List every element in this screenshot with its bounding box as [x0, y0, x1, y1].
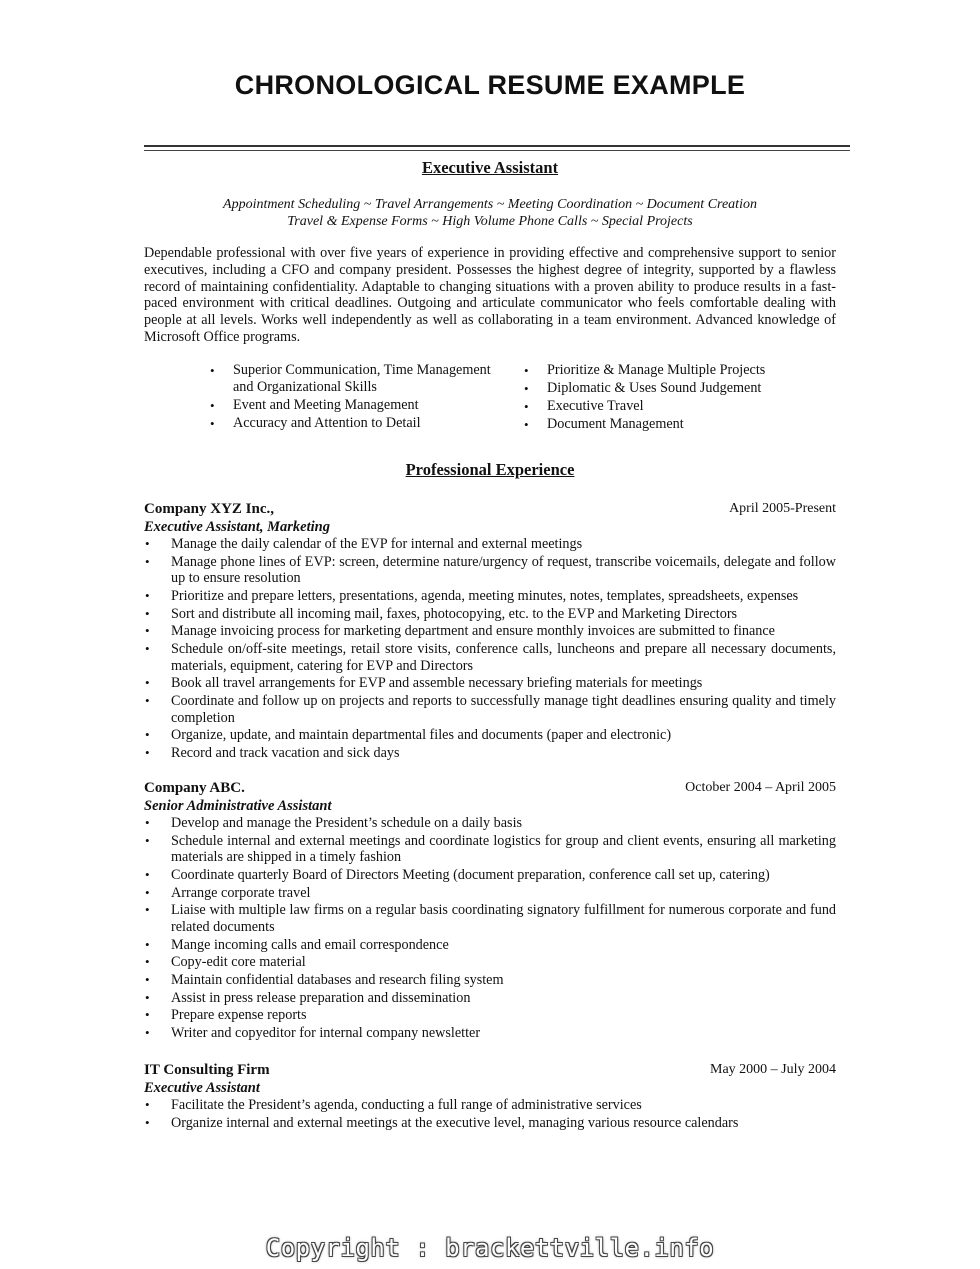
- duty-text: Organize, update, and maintain departmental files and documents (paper and electronic): [171, 727, 672, 744]
- duty-item: [144, 536, 836, 553]
- duty-text: Copy-edit core material: [171, 954, 306, 971]
- duty-text: Mange incoming calls and email correspondence: [171, 936, 449, 953]
- duties-list: [144, 536, 836, 762]
- duty-item: [144, 1007, 836, 1024]
- bullet-icon: •: [145, 1114, 150, 1130]
- duty-item: [144, 867, 836, 884]
- header-divider: [144, 145, 850, 147]
- duty-text: Book all travel arrangements for EVP and assemble necessary briefing materials for meetings: [171, 675, 703, 692]
- key-skill-item: [210, 415, 510, 432]
- bullet-icon: •: [145, 902, 150, 918]
- bullet-icon: •: [145, 866, 150, 882]
- position-title: Executive Assistant: [144, 1080, 260, 1096]
- bullet-icon: •: [145, 553, 150, 569]
- job-header: [144, 1061, 836, 1079]
- duty-text: Sort and distribute all incoming mail, faxes, photocopying, etc. to the EVP and Marketing Directors: [171, 605, 738, 622]
- key-skill-item: [524, 380, 824, 397]
- key-skill-text: Document Management: [547, 416, 684, 432]
- bullet-icon: •: [145, 1007, 150, 1023]
- resume-title: CHRONOLOGICAL RESUME EXAMPLE: [234, 70, 746, 100]
- bullet-icon: •: [145, 1097, 150, 1112]
- bullet-icon: •: [145, 989, 150, 1005]
- key-skill-text: Diplomatic & Uses Sound Judgement: [547, 380, 762, 396]
- duty-item: [144, 1115, 836, 1132]
- job-header: [144, 779, 836, 797]
- duties-list: [144, 815, 836, 1042]
- duty-text: Facilitate the President’s agenda, conducting a full range of administrative services: [171, 1097, 642, 1113]
- job-entry-it-consulting: [144, 1061, 836, 1132]
- bullet-icon: •: [145, 641, 150, 657]
- bullet-icon: •: [145, 587, 150, 603]
- duty-text: Arrange corporate travel: [171, 884, 311, 901]
- duty-item: [144, 815, 836, 832]
- key-skill-item: [210, 397, 510, 414]
- company-name: Company ABC.: [144, 780, 245, 796]
- duty-text: Manage phone lines of EVP: screen, determine nature/urgency of request, transcribe voicemails, delegate and follow up to ensure resolution: [171, 553, 836, 587]
- header-divider-thin: [144, 150, 850, 151]
- duty-item: [144, 588, 836, 605]
- duty-item: [144, 972, 836, 989]
- duty-text: Prepare expense reports: [171, 1007, 307, 1024]
- duty-item: [144, 1025, 836, 1042]
- bullet-icon: •: [145, 693, 150, 708]
- duty-text: Develop and manage the President’s schedule on a daily basis: [171, 815, 523, 831]
- bullet-icon: •: [145, 954, 150, 970]
- experience-heading: Professional Experience: [405, 460, 575, 479]
- duty-item: [144, 641, 836, 674]
- duty-item: [144, 954, 836, 971]
- copyright-watermark: Copyright : brackettville.info: [265, 1234, 715, 1262]
- skills-line: Travel & Expense Forms ~ High Volume Phone Calls ~ Special Projects: [287, 214, 693, 229]
- duty-text: Schedule internal and external meetings and coordinate logistics for group and client events, ensuring all marketing materials are shipped in a timely fashion: [171, 832, 836, 866]
- duty-text: Assist in press release preparation and dissemination: [171, 989, 471, 1006]
- duty-item: [144, 937, 836, 954]
- bullet-icon: •: [145, 1025, 150, 1041]
- bullet-icon: •: [145, 972, 150, 987]
- duty-item: [144, 885, 836, 902]
- duty-text: Prioritize and prepare letters, presentations, agenda, meeting minutes, notes, templates, spreadsheets, expenses: [171, 587, 799, 604]
- skills-line: Appointment Scheduling ~ Travel Arrangements ~ Meeting Coordination ~ Document Creation: [223, 197, 757, 212]
- job-header: [144, 500, 836, 518]
- professional-summary: Dependable professional with over five years of experience in providing effective and comprehensive support to senior executives, including a CFO and company president. Possesses the highest degree of integrity, supported by a flawless record of maintaining confidentiality. Adaptable to changing situations with a proven ability to produce results in a fast-paced environment with critical deadlines. Outgoing and articulate communicator who feels comfortable dealing with people at all levels. Works well independently as well as collaborating in a team environment. Advanced knowledge of Microsoft Office programs.: [144, 245, 836, 345]
- key-skill-item: [210, 362, 510, 396]
- duty-text: Manage invoicing process for marketing department and ensure monthly invoices are submitted to finance: [171, 623, 775, 640]
- company-name: IT Consulting Firm: [144, 1062, 270, 1078]
- company-name: Company XYZ Inc.,: [144, 501, 275, 517]
- bullet-icon: •: [145, 536, 150, 551]
- bullet-icon: •: [145, 675, 150, 691]
- bullet-icon: •: [524, 381, 529, 396]
- duty-text: Liaise with multiple law firms on a regular basis coordinating signatory fulfillment for numerous corporate and fund related documents: [171, 902, 836, 935]
- duty-item: [144, 554, 836, 587]
- duty-item: [144, 727, 836, 744]
- bullet-icon: •: [145, 727, 150, 743]
- bullet-icon: •: [145, 832, 150, 848]
- duty-item: [144, 1097, 836, 1114]
- bullet-icon: •: [145, 884, 150, 900]
- employment-dates: April 2005-Present: [729, 501, 836, 516]
- duty-item: [144, 693, 836, 726]
- key-skill-text: Event and Meeting Management: [233, 397, 419, 413]
- duty-item: [144, 675, 836, 692]
- target-job-title: Executive Assistant: [421, 158, 559, 177]
- position-title: Executive Assistant, Marketing: [144, 519, 330, 535]
- bullet-icon: •: [210, 416, 215, 431]
- bullet-icon: •: [145, 623, 150, 639]
- duty-item: [144, 902, 836, 935]
- key-skill-text: Superior Communication, Time Management and Organizational Skills: [233, 362, 491, 395]
- duty-item: [144, 745, 836, 762]
- duty-item: [144, 606, 836, 623]
- key-skills-left: [210, 362, 510, 433]
- job-entry-xyz: [144, 500, 836, 763]
- duty-item: [144, 990, 836, 1007]
- duties-list: [144, 1097, 836, 1131]
- duty-text: Coordinate quarterly Board of Directors Meeting (document preparation, conference call set up, catering): [171, 866, 770, 883]
- duty-item: [144, 833, 836, 866]
- bullet-icon: •: [524, 399, 529, 414]
- bullet-icon: •: [210, 363, 215, 378]
- employment-dates: May 2000 – July 2004: [710, 1062, 836, 1077]
- key-skill-text: Prioritize & Manage Multiple Projects: [547, 362, 766, 378]
- position-title: Senior Administrative Assistant: [144, 798, 332, 814]
- bullet-icon: •: [145, 815, 150, 830]
- duty-text: Manage the daily calendar of the EVP for internal and external meetings: [171, 536, 583, 552]
- key-skill-text: Executive Travel: [547, 398, 644, 414]
- bullet-icon: •: [145, 936, 150, 952]
- bullet-icon: •: [145, 744, 150, 760]
- duty-text: Coordinate and follow up on projects and reports to successfully manage tight deadlines ensuring quality and timely completion: [171, 693, 836, 726]
- bullet-icon: •: [524, 363, 529, 378]
- duty-text: Maintain confidential databases and research filing system: [171, 972, 504, 988]
- key-skill-item: [524, 362, 824, 379]
- bullet-icon: •: [145, 605, 150, 621]
- key-skill-text: Accuracy and Attention to Detail: [233, 415, 421, 431]
- duty-text: Writer and copyeditor for internal company newsletter: [171, 1025, 481, 1042]
- duty-text: Organize internal and external meetings at the executive level, managing various resource calendars: [171, 1114, 739, 1131]
- job-entry-abc: [144, 779, 836, 1043]
- key-skill-item: [524, 398, 824, 415]
- key-skill-item: [524, 416, 824, 433]
- employment-dates: October 2004 – April 2005: [685, 780, 836, 795]
- duty-text: Record and track vacation and sick days: [171, 744, 400, 761]
- key-skills-right: [524, 362, 824, 434]
- duty-text: Schedule on/off-site meetings, retail store visits, conference calls, luncheons and prepare all necessary documents, materials, equipment, catering for EVP and Directors: [171, 641, 836, 674]
- bullet-icon: •: [524, 417, 529, 432]
- duty-item: [144, 623, 836, 640]
- bullet-icon: •: [210, 398, 215, 413]
